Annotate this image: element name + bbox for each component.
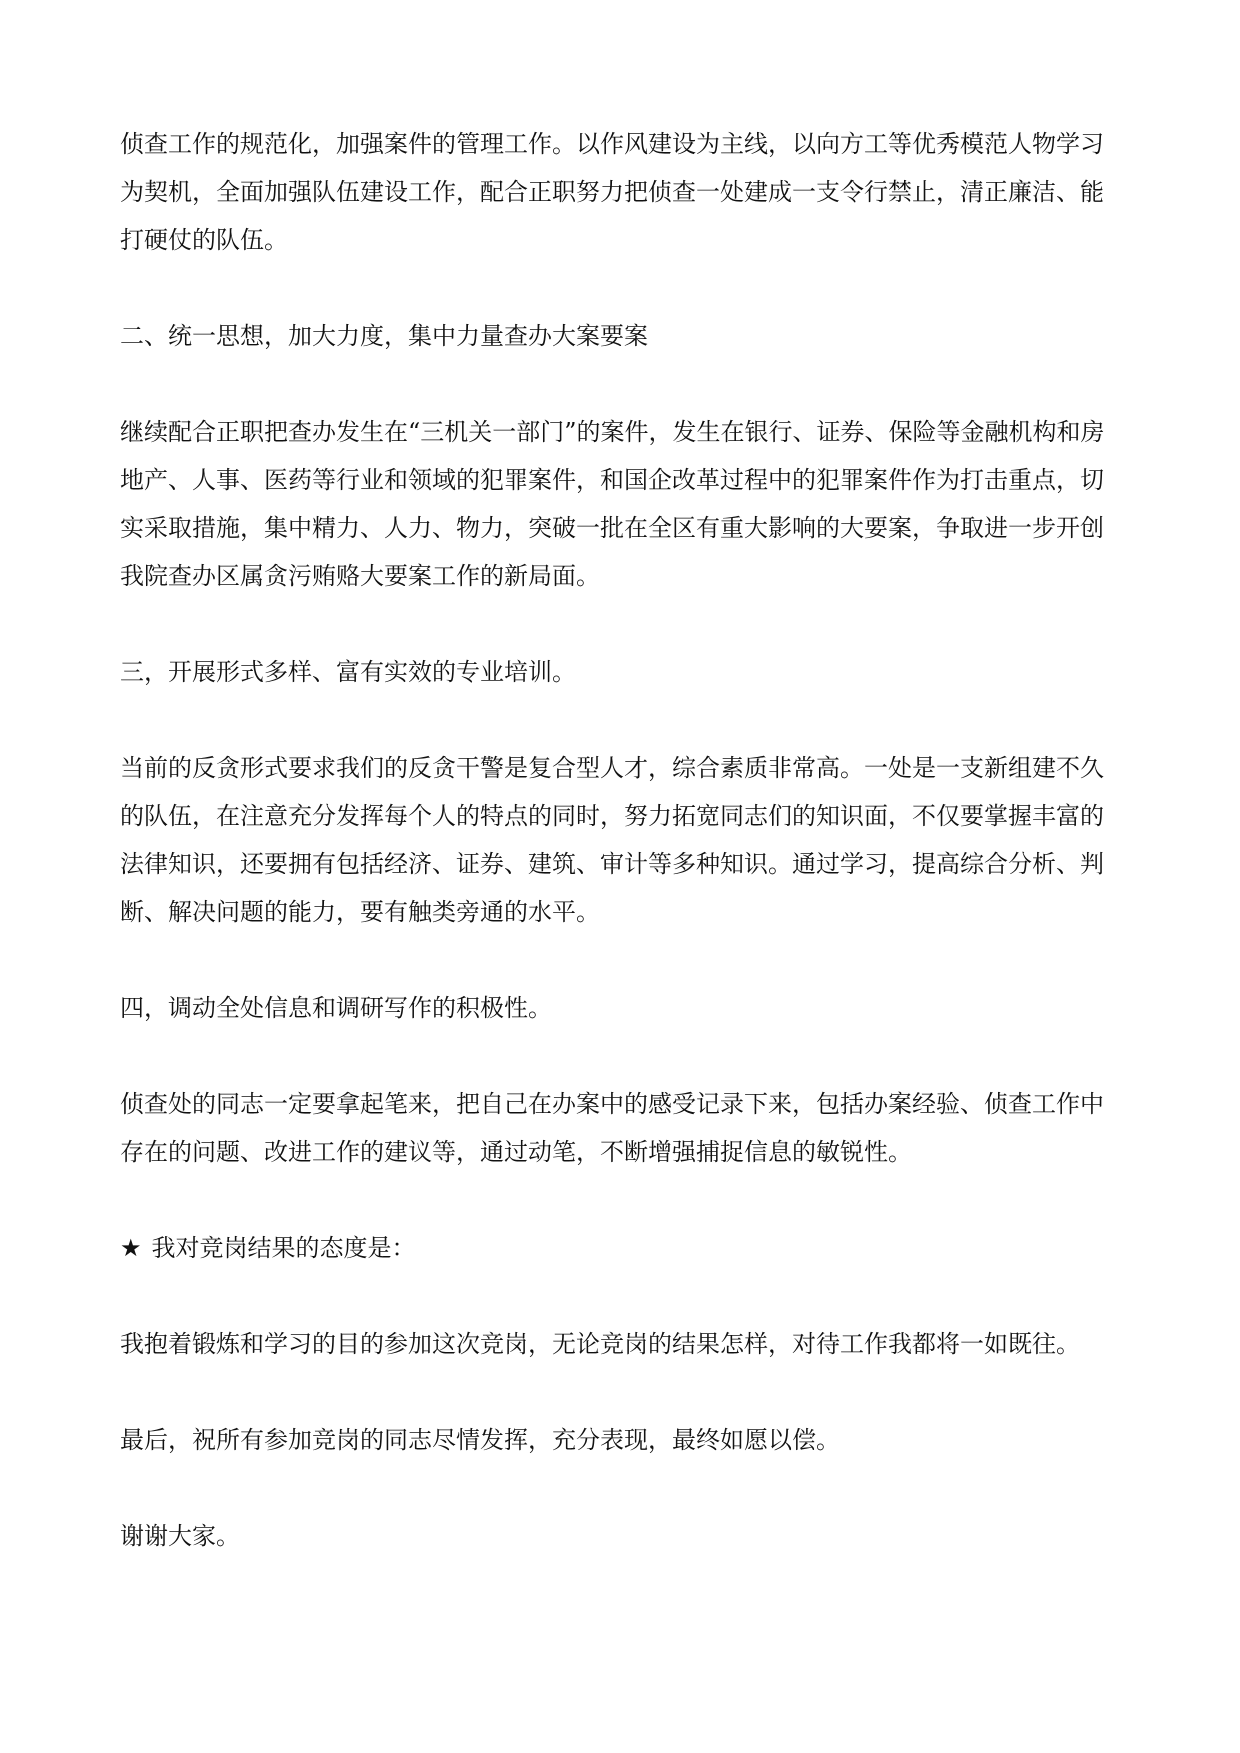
paragraph-thanks: 谢谢大家。 bbox=[120, 1522, 240, 1550]
paragraph-attitude: 我抱着锻炼和学习的目的参加这次竞岗，无论竞岗的结果怎样，对待工作我都将一如既往。 bbox=[120, 1330, 1080, 1358]
paragraph-investigation-standardization: 侦查工作的规范化，加强案件的管理工作。以作风建设为主线，以向方工等优秀模范人物学习为契机，全面加强队伍建设工作，配合正职努力把侦查一处建成一支令行禁止，清正廉洁、能打硬仗的队伍。 bbox=[120, 130, 1104, 254]
document-body bbox=[120, 120, 1120, 1608]
paragraph-writing: 侦查处的同志一定要拿起笔来，把自己在办案中的感受记录下来，包括办案经验、侦查工作中存在的问题、改进工作的建议等，通过动笔，不断增强捕捉信息的敏锐性。 bbox=[120, 1090, 1104, 1166]
paragraph-wishes: 最后，祝所有参加竞岗的同志尽情发挥，充分表现，最终如愿以偿。 bbox=[120, 1426, 840, 1454]
section-heading-3: 三，开展形式多样、富有实效的专业培训。 bbox=[120, 658, 576, 686]
star-icon: ★ bbox=[120, 1234, 142, 1262]
attitude-heading-text: 我对竞岗结果的态度是： bbox=[151, 1234, 416, 1262]
attitude-heading bbox=[120, 1224, 1120, 1272]
paragraph-training: 当前的反贪形式要求我们的反贪干警是复合型人才，综合素质非常高。一处是一支新组建不久的队伍，在注意充分发挥每个人的特点的同时，努力拓宽同志们的知识面，不仅要掌握丰富的法律知识，还要拥有包括经济、证券、建筑、审计等多种知识。通过学习，提高综合分析、判断、解决问题的能力，要有触类旁通的水平。 bbox=[120, 754, 1104, 926]
section-heading-4: 四，调动全处信息和调研写作的积极性。 bbox=[120, 994, 552, 1022]
paragraph-major-cases: 继续配合正职把查办发生在“三机关一部门”的案件，发生在银行、证券、保险等金融机构和房地产、人事、医药等行业和领域的犯罪案件，和国企改革过程中的犯罪案件作为打击重点，切实采取措施，集中精力、人力、物力，突破一批在全区有重大影响的大要案，争取进一步开创我院查办区属贪污贿赂大要案工作的新局面。 bbox=[120, 418, 1105, 590]
section-heading-2: 二、统一思想，加大力度，集中力量查办大案要案 bbox=[120, 322, 648, 350]
